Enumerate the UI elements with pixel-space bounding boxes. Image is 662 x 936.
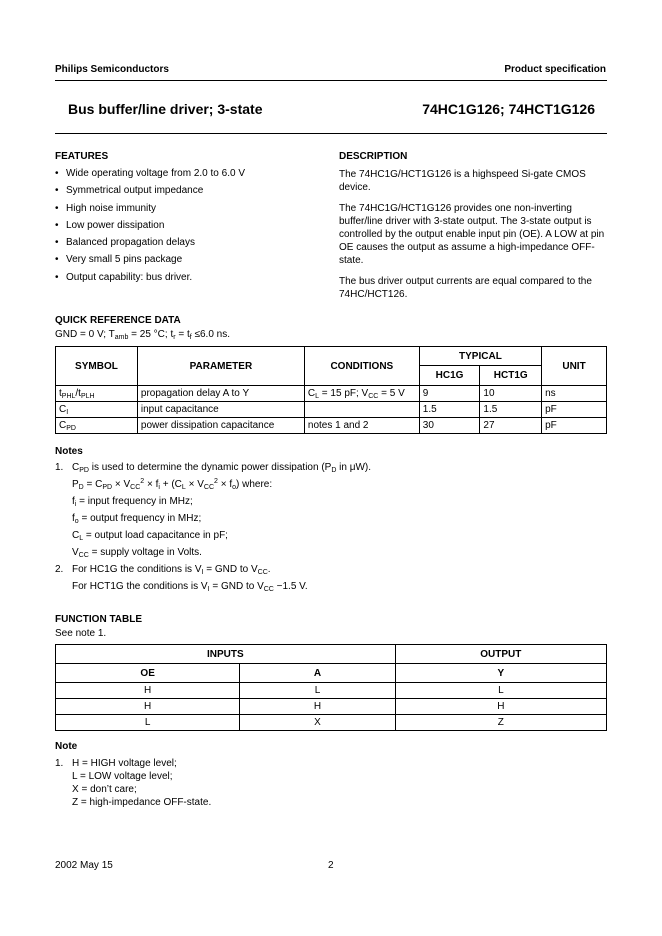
quick-ref-table [55,346,607,434]
col-a: A [240,664,395,683]
part-numbers: 74HC1G126; 74HCT1G126 [422,101,595,117]
cell-y: Z [395,715,606,731]
features-list [55,168,245,289]
function-table [55,644,607,731]
cell-oe: H [56,699,240,715]
list-item: • Balanced propagation delays [55,237,245,254]
formula-def: $f_i$ = input frequency in MHz; [72,496,193,508]
ft-note-1: 1. H = HIGH voltage level; L = LOW voltage level; X = don’t care; Z = high-impedance OFF-state. [55,758,212,808]
cell-conditions: notes 1 and 2 [304,418,419,434]
ft-note-heading: Note [55,741,78,752]
formula-def: $V_{CC}$ = supply voltage in Volts. [72,547,202,559]
ft-note-line: L = LOW voltage level; [72,771,173,782]
col-parameter: PARAMETER [137,347,304,386]
table-row [56,715,607,731]
col-output: OUTPUT [395,645,606,664]
doc-type: Product specification [504,64,606,75]
col-symbol: SYMBOL [56,347,138,386]
cell-oe: H [56,683,240,699]
list-item: • Wide operating voltage from 2.0 to 6.0 V [55,168,245,185]
notes-heading: Notes [55,446,83,457]
header-rule [55,80,607,81]
col-inputs: INPUTS [56,645,396,664]
quick-ref-heading: QUICK REFERENCE DATA [55,315,181,326]
formula-def: $f_o$ = output frequency in MHz; [72,513,202,525]
col-oe: OE [56,664,240,683]
function-table-subheading: See note 1. [55,628,107,639]
cell-unit: ns [542,386,607,402]
cell-hc1g: 9 [419,386,480,402]
note-2-continued: For HCT1G the conditions is $V_I$ = GND to $V_{CC} -1.5$ V. [72,581,308,593]
cell-a: H [240,699,395,715]
table-row [56,699,607,715]
cell-hct1g: 10 [480,386,542,402]
table-row [56,402,607,418]
col-typical: TYPICAL [419,347,541,366]
page-title: Bus buffer/line driver; 3-state [68,101,263,117]
description-body [339,168,607,309]
formula-def: $C_L$ = output load capacitance in pF; [72,530,228,542]
list-item: • Very small 5 pins package [55,254,245,271]
table-row [56,418,607,434]
list-item: • Output capability: bus driver. [55,272,245,289]
cell-unit: pF [542,418,607,434]
company-name: Philips Semiconductors [55,64,169,75]
ft-note-line: Z = high-impedance OFF-state. [72,797,212,808]
cell-y: H [395,699,606,715]
cell-conditions: $C_L = 15$ pF; $V_{CC} = 5$ V [304,386,419,402]
cell-parameter: power dissipation capacitance [137,418,304,434]
cell-a: X [240,715,395,731]
description-paragraph: The 74HC1G/HCT1G126 is a highspeed Si-gate CMOS device. [339,169,586,193]
power-formula: $P_D = C_{PD} \times V_{CC}^2 \times f_i + (C_L \times V_{CC}^2 \times f_o)$ where: [72,478,273,491]
title-rule [55,133,607,134]
cell-a: L [240,683,395,699]
cell-parameter: propagation delay A to Y [137,386,304,402]
col-hc1g: HC1G [419,366,480,386]
note-2: 2. For HC1G the conditions is $V_I$ = GND to $V_{CC}$. [55,564,271,576]
cell-conditions [304,402,419,418]
col-conditions: CONDITIONS [304,347,419,386]
cell-oe: L [56,715,240,731]
notes-list [55,459,371,595]
table-row [56,683,607,699]
description-paragraph: The bus driver output currents are equal compared to the 74HC/HCT126. [339,276,592,300]
cell-parameter: input capacitance [137,402,304,418]
footer-date: 2002 May 15 [55,860,113,871]
cell-hct1g: 1.5 [480,402,542,418]
list-item: • Symmetrical output impedance [55,185,245,202]
cell-hct1g: 27 [480,418,542,434]
cell-y: L [395,683,606,699]
ft-note-line: X = don’t care; [72,784,137,795]
ft-note-line: H = HIGH voltage level; [72,758,177,769]
col-hct1g: HCT1G [480,366,542,386]
cell-symbol: $t_{PHL}/t_{PLH}$ [56,386,138,402]
description-paragraph: The 74HC1G/HCT1G126 provides one non-inverting buffer/line driver with 3-state output. The 3-state output is controlled by the output enable input pin (OE). A LOW at pin OE causes the output as assume a high-impedance OFF-state. [339,203,605,266]
features-heading: FEATURES [55,151,109,162]
function-table-heading: FUNCTION TABLE [55,614,143,625]
quick-ref-conditions: GND = 0 V; $T_{amb} = 25$ °C; $t_r = t_f \le 6.0$ ns. [55,329,231,341]
cell-symbol: $C_{PD}$ [56,418,138,434]
description-heading: DESCRIPTION [339,151,408,162]
cell-symbol: $C_I$ [56,402,138,418]
col-y: Y [395,664,606,683]
col-unit: UNIT [542,347,607,386]
list-item: • High noise immunity [55,203,245,220]
cell-unit: pF [542,402,607,418]
page-number: 2 [328,860,334,871]
list-item: • Low power dissipation [55,220,245,237]
table-row [56,386,607,402]
cell-hc1g: 1.5 [419,402,480,418]
cell-hc1g: 30 [419,418,480,434]
note-1: 1. $C_{PD}$ is used to determine the dynamic power dissipation ($P_D$ in μW). [55,462,372,474]
